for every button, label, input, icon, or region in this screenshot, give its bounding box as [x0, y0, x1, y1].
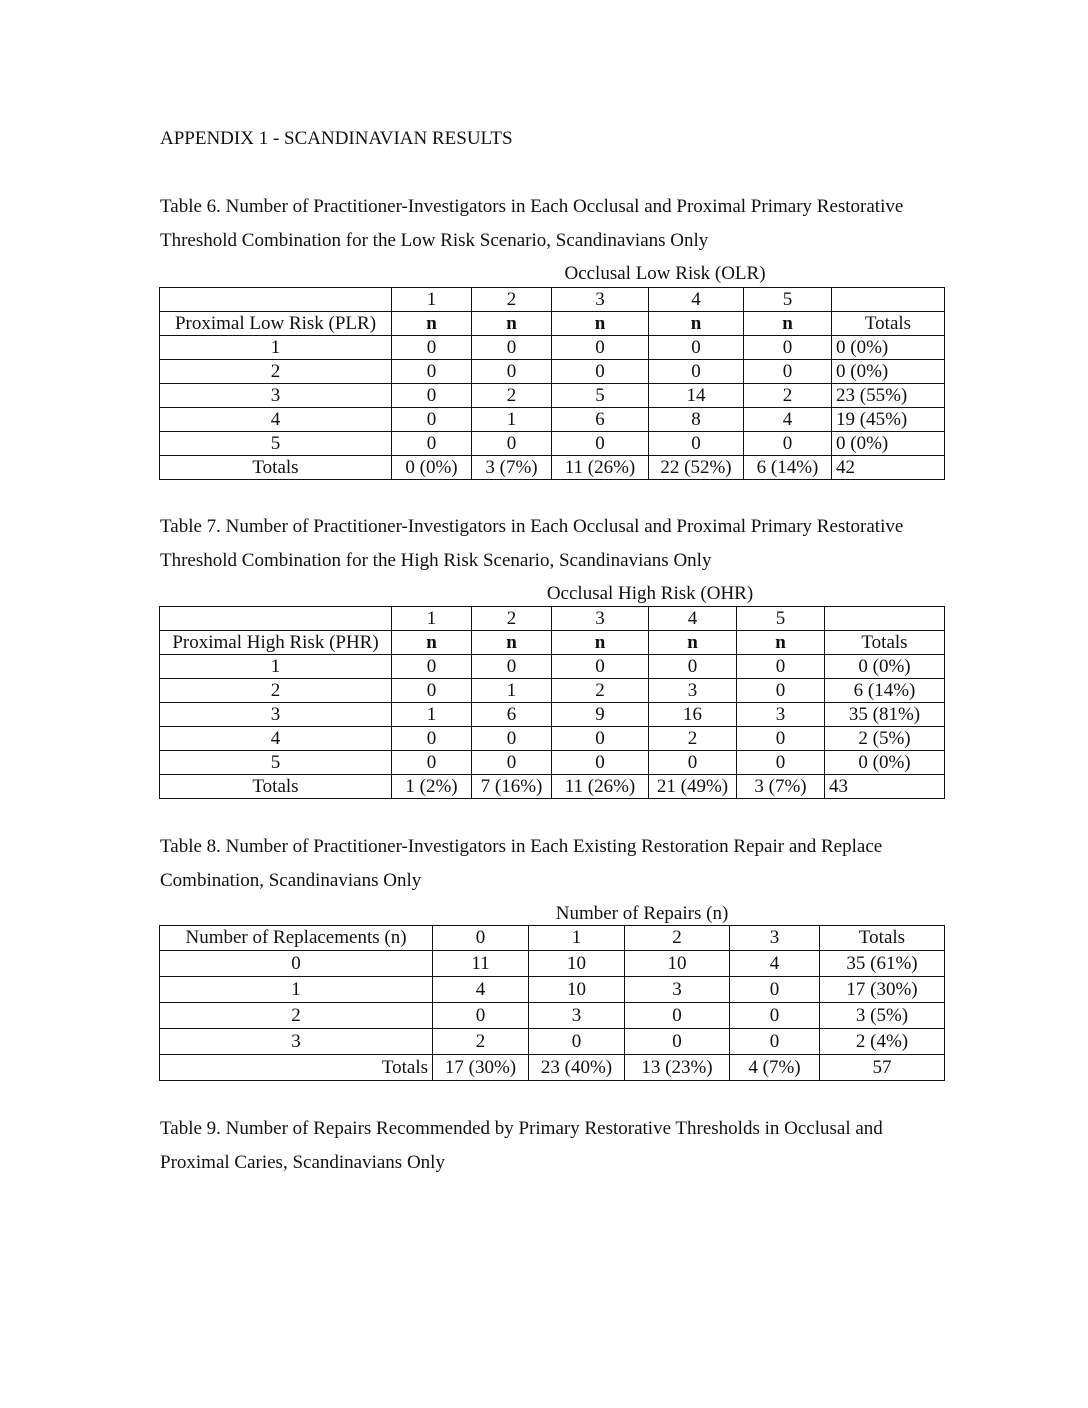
table6-n-label: n: [392, 312, 472, 336]
row-label: 5: [160, 432, 392, 456]
row-total: 19 (45%): [832, 408, 945, 432]
table8: [159, 925, 945, 1081]
table6-totals-row: [160, 456, 945, 480]
column-total: 23 (40%): [529, 1055, 625, 1081]
table-cell: 0: [552, 655, 649, 679]
table-cell: 0: [649, 432, 744, 456]
table8-caption-line2: Combination, Scandinavians Only: [160, 870, 422, 891]
totals-label: Totals: [160, 775, 392, 799]
table-cell: 0: [649, 751, 737, 775]
grand-total: 43: [825, 775, 945, 799]
column-total: 11 (26%): [552, 456, 649, 480]
row-total: 0 (0%): [832, 432, 945, 456]
table6-corner-cell: [160, 288, 392, 312]
row-total: 35 (81%): [825, 703, 945, 727]
column-total: 13 (23%): [625, 1055, 730, 1081]
row-label: 3: [160, 703, 392, 727]
table-cell: 1: [472, 679, 552, 703]
row-label: 1: [160, 336, 392, 360]
table7-corner-cell: [160, 607, 392, 631]
table-cell: 0: [649, 655, 737, 679]
column-total: 3 (7%): [737, 775, 825, 799]
table8-col-header: 1: [529, 926, 625, 951]
table-cell: 0: [472, 727, 552, 751]
table6-group-label: Occlusal Low Risk (OLR): [564, 263, 766, 284]
table-cell: 9: [552, 703, 649, 727]
table-cell: 14: [649, 384, 744, 408]
table-cell: 0: [649, 336, 744, 360]
row-total: 17 (30%): [820, 977, 945, 1003]
table7-caption-line1: Table 7. Number of Practitioner-Investigators in Each Occlusal and Proximal Primary Restorative: [160, 516, 904, 537]
row-label: 3: [160, 1029, 433, 1055]
table7-col-header: 1: [392, 607, 472, 631]
table-row: [160, 679, 945, 703]
table8-col-header: 0: [433, 926, 529, 951]
row-label: 3: [160, 384, 392, 408]
table-row: [160, 727, 945, 751]
table7-header-row: [160, 607, 945, 631]
table7-totals-row: [160, 775, 945, 799]
table-cell: 2: [433, 1029, 529, 1055]
table7-subheader-row: [160, 631, 945, 655]
table6-col-header: 2: [472, 288, 552, 312]
table-row: [160, 432, 945, 456]
table-cell: 3: [649, 679, 737, 703]
table8-caption-line1: Table 8. Number of Practitioner-Investigators in Each Existing Restoration Repair and Replace: [160, 836, 883, 857]
table-cell: 0: [552, 360, 649, 384]
table-cell: 0: [392, 751, 472, 775]
table-row: [160, 1003, 945, 1029]
table-cell: 1: [392, 703, 472, 727]
table-row: [160, 384, 945, 408]
table7-empty-header: [825, 607, 945, 631]
table-cell: 0: [744, 360, 832, 384]
table6-col-header: 3: [552, 288, 649, 312]
table-cell: 5: [552, 384, 649, 408]
table6-caption-line2: Threshold Combination for the Low Risk Scenario, Scandinavians Only: [160, 230, 709, 251]
table-cell: 11: [433, 951, 529, 977]
table6-col-header: 4: [649, 288, 744, 312]
column-total: 22 (52%): [649, 456, 744, 480]
table-cell: 0: [472, 432, 552, 456]
table6-totals-header: Totals: [832, 312, 945, 336]
table7-caption-line2: Threshold Combination for the High Risk Scenario, Scandinavians Only: [160, 550, 712, 571]
row-total: 0 (0%): [825, 655, 945, 679]
table-cell: 0: [472, 751, 552, 775]
table9-caption-line2: Proximal Caries, Scandinavians Only: [160, 1152, 445, 1173]
table8-group-label: Number of Repairs (n): [555, 903, 729, 924]
table-cell: 0: [552, 336, 649, 360]
table7-row-header: Proximal High Risk (PHR): [160, 631, 392, 655]
table-cell: 10: [529, 951, 625, 977]
table-cell: 3: [737, 703, 825, 727]
table-cell: 0: [392, 679, 472, 703]
table6: [159, 287, 945, 480]
table8-totals-row: [160, 1055, 945, 1081]
table8-row-header: Number of Replacements (n): [160, 926, 433, 951]
table-cell: 0: [730, 977, 820, 1003]
table-row: [160, 336, 945, 360]
table7-group-label: Occlusal High Risk (OHR): [546, 583, 754, 604]
table-cell: 0: [472, 336, 552, 360]
table-cell: 0: [433, 1003, 529, 1029]
table6-n-label: n: [552, 312, 649, 336]
table-cell: 4: [744, 408, 832, 432]
row-label: 5: [160, 751, 392, 775]
table7-n-label: n: [737, 631, 825, 655]
table-cell: 0: [552, 432, 649, 456]
table8-col-header: 2: [625, 926, 730, 951]
table7-caption: [160, 510, 960, 578]
table-row: [160, 408, 945, 432]
table7-col-header: 5: [737, 607, 825, 631]
table7-n-label: n: [552, 631, 649, 655]
table-cell: 0: [392, 408, 472, 432]
row-total: 2 (4%): [820, 1029, 945, 1055]
row-total: 23 (55%): [832, 384, 945, 408]
table-cell: 1: [472, 408, 552, 432]
table-cell: 0: [392, 336, 472, 360]
table-cell: 0: [392, 727, 472, 751]
table-cell: 3: [625, 977, 730, 1003]
row-total: 0 (0%): [832, 336, 945, 360]
row-label: 2: [160, 679, 392, 703]
table-cell: 0: [392, 432, 472, 456]
table6-subheader-row: [160, 312, 945, 336]
table-cell: 6: [552, 408, 649, 432]
row-label: 0: [160, 951, 433, 977]
grand-total: 57: [820, 1055, 945, 1081]
table-cell: 0: [552, 751, 649, 775]
table6-header-row: [160, 288, 945, 312]
table-cell: 0: [737, 655, 825, 679]
column-total: 6 (14%): [744, 456, 832, 480]
table-cell: 0: [552, 727, 649, 751]
column-total: 4 (7%): [730, 1055, 820, 1081]
table-cell: 0: [730, 1003, 820, 1029]
row-total: 0 (0%): [832, 360, 945, 384]
table8-col-header: 3: [730, 926, 820, 951]
table-row: [160, 951, 945, 977]
table-cell: 2: [649, 727, 737, 751]
row-label: 4: [160, 727, 392, 751]
table-row: [160, 751, 945, 775]
table-cell: 0: [625, 1003, 730, 1029]
table-cell: 0: [472, 655, 552, 679]
grand-total: 42: [832, 456, 945, 480]
table-row: [160, 1029, 945, 1055]
table-cell: 10: [529, 977, 625, 1003]
table6-n-label: n: [472, 312, 552, 336]
table-cell: 0: [730, 1029, 820, 1055]
table-cell: 0: [744, 336, 832, 360]
table8-header-row: [160, 926, 945, 951]
table6-caption: [160, 190, 960, 258]
table9-caption: [160, 1112, 960, 1180]
table7-col-header: 3: [552, 607, 649, 631]
table7-n-label: n: [392, 631, 472, 655]
table8-totals-header: Totals: [820, 926, 945, 951]
table7-n-label: n: [649, 631, 737, 655]
table6-col-header: 5: [744, 288, 832, 312]
table7-n-label: n: [472, 631, 552, 655]
table-row: [160, 977, 945, 1003]
row-label: 2: [160, 1003, 433, 1029]
totals-label: Totals: [160, 456, 392, 480]
column-total: 3 (7%): [472, 456, 552, 480]
table6-caption-line1: Table 6. Number of Practitioner-Investigators in Each Occlusal and Proximal Primary Restorative: [160, 196, 904, 217]
row-total: 6 (14%): [825, 679, 945, 703]
table8-caption: [160, 830, 960, 898]
table-cell: 0: [737, 679, 825, 703]
row-label: 1: [160, 977, 433, 1003]
table-cell: 4: [730, 951, 820, 977]
table-cell: 2: [472, 384, 552, 408]
table6-empty-header: [832, 288, 945, 312]
row-total: 2 (5%): [825, 727, 945, 751]
table-cell: 0: [625, 1029, 730, 1055]
table6-row-header: Proximal Low Risk (PLR): [160, 312, 392, 336]
table-cell: 3: [529, 1003, 625, 1029]
column-total: 1 (2%): [392, 775, 472, 799]
table-row: [160, 655, 945, 679]
column-total: 0 (0%): [392, 456, 472, 480]
table-cell: 0: [472, 360, 552, 384]
table-cell: 0: [744, 432, 832, 456]
table-cell: 2: [744, 384, 832, 408]
table-cell: 2: [552, 679, 649, 703]
table-cell: 0: [392, 655, 472, 679]
table-row: [160, 703, 945, 727]
row-label: 4: [160, 408, 392, 432]
row-total: 3 (5%): [820, 1003, 945, 1029]
row-label: 2: [160, 360, 392, 384]
column-total: 11 (26%): [552, 775, 649, 799]
table-cell: 6: [472, 703, 552, 727]
table-row: [160, 360, 945, 384]
table-cell: 0: [649, 360, 744, 384]
table9-caption-line1: Table 9. Number of Repairs Recommended by Primary Restorative Thresholds in Occlusal and: [160, 1118, 883, 1139]
row-total: 35 (61%): [820, 951, 945, 977]
table-cell: 0: [737, 727, 825, 751]
table-cell: 0: [737, 751, 825, 775]
table6-n-label: n: [744, 312, 832, 336]
table-cell: 16: [649, 703, 737, 727]
row-total: 0 (0%): [825, 751, 945, 775]
table-cell: 0: [529, 1029, 625, 1055]
table-cell: 0: [392, 384, 472, 408]
table-cell: 0: [392, 360, 472, 384]
column-total: 7 (16%): [472, 775, 552, 799]
table-cell: 8: [649, 408, 744, 432]
table-cell: 4: [433, 977, 529, 1003]
row-label: 1: [160, 655, 392, 679]
table-cell: 10: [625, 951, 730, 977]
column-total: 17 (30%): [433, 1055, 529, 1081]
column-total: 21 (49%): [649, 775, 737, 799]
table7-col-header: 2: [472, 607, 552, 631]
totals-label: Totals: [160, 1055, 433, 1081]
table6-col-header: 1: [392, 288, 472, 312]
table7-totals-header: Totals: [825, 631, 945, 655]
table6-n-label: n: [649, 312, 744, 336]
table7-col-header: 4: [649, 607, 737, 631]
appendix-heading: APPENDIX 1 - SCANDINAVIAN RESULTS: [160, 128, 513, 149]
table7: [159, 606, 945, 799]
